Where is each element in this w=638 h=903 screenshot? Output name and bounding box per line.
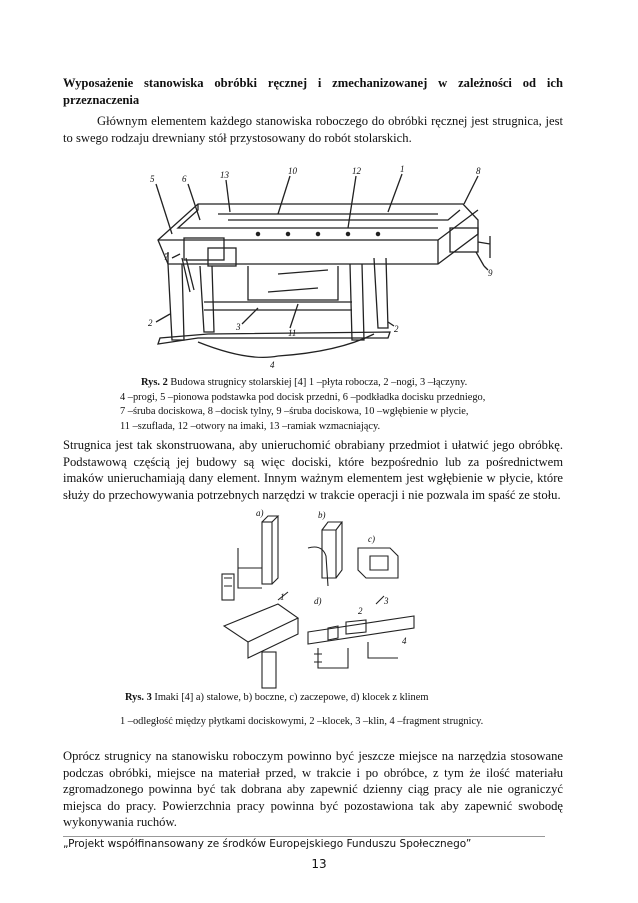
section-heading: Wyposażenie stanowiska obróbki ręcznej i zmechanizowanej w zależności od ich przeznaczenia bbox=[63, 76, 563, 107]
footer-divider bbox=[63, 836, 545, 837]
figure1-caption bbox=[120, 376, 540, 434]
fig1-label-8: 8 bbox=[476, 166, 481, 176]
paragraph-workspace: Oprócz strugnicy na stanowisku roboczym powinno być jeszcze miejsce na narzędzia stosowane podczas obróbki, miejsce na materiał przed, w trakcie i po obróbce, z tym że ilość materiału zgromadzonego powinna być tak dobrana aby zapewnić dzienny ciąg pracy ale nie ograniczyć miejsca do pracy. Powierzchnia pracy powinna być pozostawiona tak aby zapewnić swobodę wykonywania ruchów. bbox=[63, 749, 563, 830]
paragraph-intro: Głównym elementem każdego stanowiska roboczego do obróbki ręcznej jest strugnica, jest to swego rodzaju drewniany stół przystosowany do robót stolarskich. bbox=[63, 114, 563, 145]
fig2-label-d: d) bbox=[314, 596, 322, 606]
fig1-label-3: 3 bbox=[236, 322, 241, 332]
fig1-label-9: 9 bbox=[488, 268, 493, 278]
fig1-label-13: 13 bbox=[220, 170, 229, 180]
paragraph-construction: Strugnica jest tak skonstruowana, aby unieruchomić obrabiany przedmiot i ułatwić jego obróbkę. Podstawową częścią jej budowy są więc dociski, które bezpośrednio lub za pośrednictwem imaków unieruchamiają dany element. Innym ważnym elementem jest wgłębienie w płycie, które służy do przechowywania potrzebnych narzędzi w trakcie operacji i nie pozwala im spaść ze stołu. bbox=[63, 438, 563, 502]
figure1-caption-line4: 11 –szuflada, 12 –otwory na imaki, 13 –ramiak wzmacniający. bbox=[120, 420, 381, 432]
fig1-label-4: 4 bbox=[270, 360, 275, 370]
figure1-caption-text1: Budowa strugnicy stolarskiej [4] 1 –płyta robocza, 2 –nogi, 3 –łączyny. bbox=[167, 377, 468, 388]
figure1-caption-line1 bbox=[120, 376, 540, 391]
figure1-caption-line2: 4 –progi, 5 –pionowa podstawka pod docisk przedni, 6 –podkładka docisku przedniego, bbox=[120, 391, 486, 403]
figure2-caption-label: Rys. 3 bbox=[125, 692, 152, 703]
fig2-label-c: c) bbox=[368, 534, 375, 544]
figure2-caption-line1 bbox=[120, 691, 560, 706]
fig2-label-1: 1 bbox=[280, 592, 285, 602]
fig1-label-10: 10 bbox=[288, 166, 297, 176]
page-number: 13 bbox=[311, 857, 327, 871]
fig1-label-11: 11 bbox=[288, 328, 297, 338]
fig1-label-5: 5 bbox=[150, 174, 155, 184]
figure2-caption bbox=[120, 691, 560, 729]
fig1-label-7: 7 bbox=[164, 252, 169, 262]
fig2-label-3: 3 bbox=[384, 596, 389, 606]
fig2-label-a: a) bbox=[256, 508, 264, 518]
fig2-label-4: 4 bbox=[402, 636, 407, 646]
fig1-label-2-right: 2 bbox=[394, 324, 399, 334]
fig1-label-12: 12 bbox=[352, 166, 361, 176]
figure2-caption-line2: 1 –odległość między płytkami dociskowymi, 2 –klocek, 3 –klin, 4 –fragment strugnicy. bbox=[120, 715, 484, 727]
fig1-label-6: 6 bbox=[182, 174, 187, 184]
bench-dogs-figure bbox=[218, 508, 418, 692]
workbench-figure bbox=[138, 162, 503, 372]
fig1-label-2-left: 2 bbox=[148, 318, 153, 328]
fig2-label-2: 2 bbox=[358, 606, 363, 616]
fig2-label-b: b) bbox=[318, 510, 326, 520]
figure2-caption-text1: Imaki [4] a) stalowe, b) boczne, c) zaczepowe, d) klocek z klinem bbox=[151, 692, 429, 703]
fig1-label-1: 1 bbox=[400, 164, 405, 174]
figure1-caption-label: Rys. 2 bbox=[141, 377, 168, 388]
footer-text: „Projekt współfinansowany ze środków Europejskiego Funduszu Społecznego” bbox=[63, 838, 472, 850]
figure1-caption-line3: 7 –śruba dociskowa, 8 –docisk tylny, 9 –śruba dociskowa, 10 –wgłębienie w płycie, bbox=[120, 406, 469, 417]
